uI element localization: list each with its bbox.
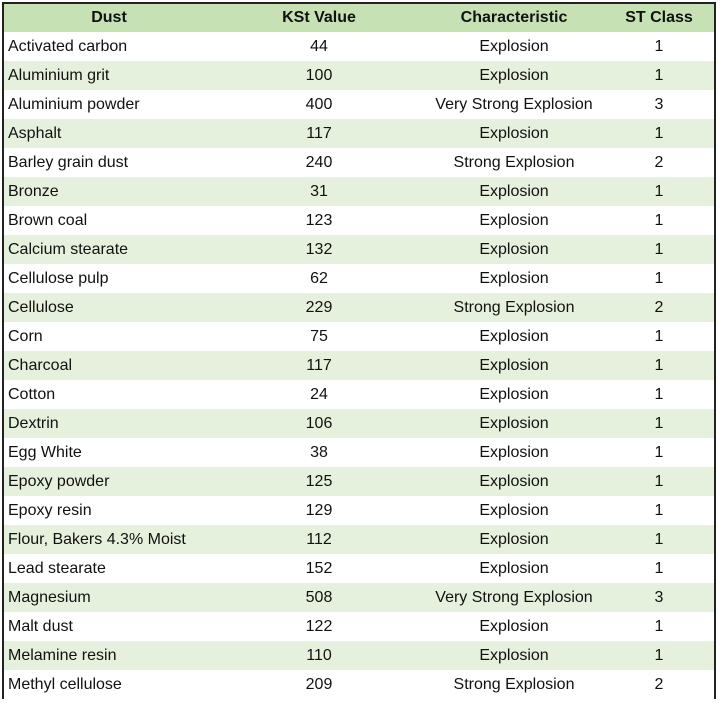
cell-kst-value: 132 [214,235,424,264]
cell-characteristic: Explosion [424,351,604,380]
table-row [4,177,714,206]
table-row [4,496,714,525]
cell-dust: Dextrin [4,409,214,438]
table-row [4,322,714,351]
cell-characteristic: Very Strong Explosion [424,90,604,119]
cell-characteristic: Explosion [424,554,604,583]
table-row [4,525,714,554]
table-row [4,148,714,177]
table-row [4,438,714,467]
cell-characteristic: Explosion [424,409,604,438]
table-row [4,554,714,583]
cell-dust: Melamine resin [4,641,214,670]
header-dust[interactable]: Dust [4,4,214,32]
cell-st-class: 1 [604,409,714,438]
header-st-class[interactable]: ST Class [604,4,714,32]
cell-dust: Barley grain dust [4,148,214,177]
cell-kst-value: 400 [214,90,424,119]
cell-dust: Lead stearate [4,554,214,583]
cell-kst-value: 123 [214,206,424,235]
cell-kst-value: 31 [214,177,424,206]
cell-dust: Aluminium powder [4,90,214,119]
cell-characteristic: Strong Explosion [424,148,604,177]
cell-st-class: 3 [604,583,714,612]
cell-st-class: 1 [604,235,714,264]
cell-characteristic: Explosion [424,467,604,496]
cell-st-class: 1 [604,641,714,670]
cell-kst-value: 152 [214,554,424,583]
header-kst-value[interactable]: KSt Value [214,4,424,32]
table-row [4,293,714,322]
cell-kst-value: 117 [214,119,424,148]
cell-characteristic: Strong Explosion [424,293,604,322]
cell-dust: Flour, Bakers 4.3% Moist [4,525,214,554]
cell-st-class: 1 [604,32,714,61]
cell-dust: Egg White [4,438,214,467]
cell-st-class: 3 [604,90,714,119]
cell-dust: Brown coal [4,206,214,235]
cell-kst-value: 125 [214,467,424,496]
cell-dust: Epoxy powder [4,467,214,496]
cell-st-class: 1 [604,177,714,206]
cell-dust: Activated carbon [4,32,214,61]
cell-dust: Bronze [4,177,214,206]
table-row [4,351,714,380]
table-row [4,119,714,148]
table-row [4,235,714,264]
cell-kst-value: 508 [214,583,424,612]
cell-characteristic: Very Strong Explosion [424,583,604,612]
cell-kst-value: 110 [214,641,424,670]
cell-kst-value: 129 [214,496,424,525]
cell-characteristic: Explosion [424,380,604,409]
cell-st-class: 1 [604,554,714,583]
cell-characteristic: Explosion [424,32,604,61]
cell-dust: Methyl cellulose [4,670,214,699]
cell-dust: Calcium stearate [4,235,214,264]
cell-st-class: 1 [604,438,714,467]
cell-kst-value: 209 [214,670,424,699]
cell-st-class: 2 [604,148,714,177]
cell-characteristic: Explosion [424,322,604,351]
table-row [4,670,714,699]
cell-characteristic: Explosion [424,235,604,264]
cell-kst-value: 38 [214,438,424,467]
table-row [4,583,714,612]
cell-characteristic: Strong Explosion [424,670,604,699]
table-row [4,206,714,235]
cell-dust: Corn [4,322,214,351]
cell-kst-value: 122 [214,612,424,641]
cell-st-class: 1 [604,264,714,293]
table-row [4,32,714,61]
cell-kst-value: 240 [214,148,424,177]
cell-kst-value: 24 [214,380,424,409]
cell-st-class: 1 [604,322,714,351]
cell-dust: Epoxy resin [4,496,214,525]
dust-explosion-table-frame [2,2,716,699]
cell-characteristic: Explosion [424,206,604,235]
table-row [4,612,714,641]
cell-st-class: 1 [604,119,714,148]
cell-dust: Cellulose pulp [4,264,214,293]
cell-dust: Magnesium [4,583,214,612]
cell-kst-value: 229 [214,293,424,322]
cell-kst-value: 44 [214,32,424,61]
cell-characteristic: Explosion [424,264,604,293]
cell-st-class: 2 [604,293,714,322]
cell-kst-value: 62 [214,264,424,293]
table-row [4,264,714,293]
cell-characteristic: Explosion [424,612,604,641]
cell-kst-value: 106 [214,409,424,438]
cell-st-class: 2 [604,670,714,699]
cell-characteristic: Explosion [424,525,604,554]
table-header-row [4,4,714,32]
cell-st-class: 1 [604,206,714,235]
cell-st-class: 1 [604,612,714,641]
table-body [4,32,714,699]
cell-kst-value: 112 [214,525,424,554]
cell-characteristic: Explosion [424,119,604,148]
cell-dust: Cellulose [4,293,214,322]
cell-characteristic: Explosion [424,61,604,90]
header-characteristic[interactable]: Characteristic [424,4,604,32]
cell-characteristic: Explosion [424,438,604,467]
cell-st-class: 1 [604,496,714,525]
table-row [4,380,714,409]
cell-st-class: 1 [604,525,714,554]
table-row [4,467,714,496]
cell-kst-value: 100 [214,61,424,90]
cell-characteristic: Explosion [424,496,604,525]
table-row [4,61,714,90]
table-row [4,409,714,438]
cell-dust: Asphalt [4,119,214,148]
cell-kst-value: 75 [214,322,424,351]
cell-characteristic: Explosion [424,177,604,206]
cell-dust: Charcoal [4,351,214,380]
table-row [4,90,714,119]
table-row [4,641,714,670]
cell-dust: Malt dust [4,612,214,641]
cell-dust: Cotton [4,380,214,409]
dust-explosion-table [4,4,714,699]
cell-kst-value: 117 [214,351,424,380]
cell-st-class: 1 [604,467,714,496]
cell-st-class: 1 [604,380,714,409]
cell-st-class: 1 [604,351,714,380]
cell-st-class: 1 [604,61,714,90]
cell-characteristic: Explosion [424,641,604,670]
cell-dust: Aluminium grit [4,61,214,90]
